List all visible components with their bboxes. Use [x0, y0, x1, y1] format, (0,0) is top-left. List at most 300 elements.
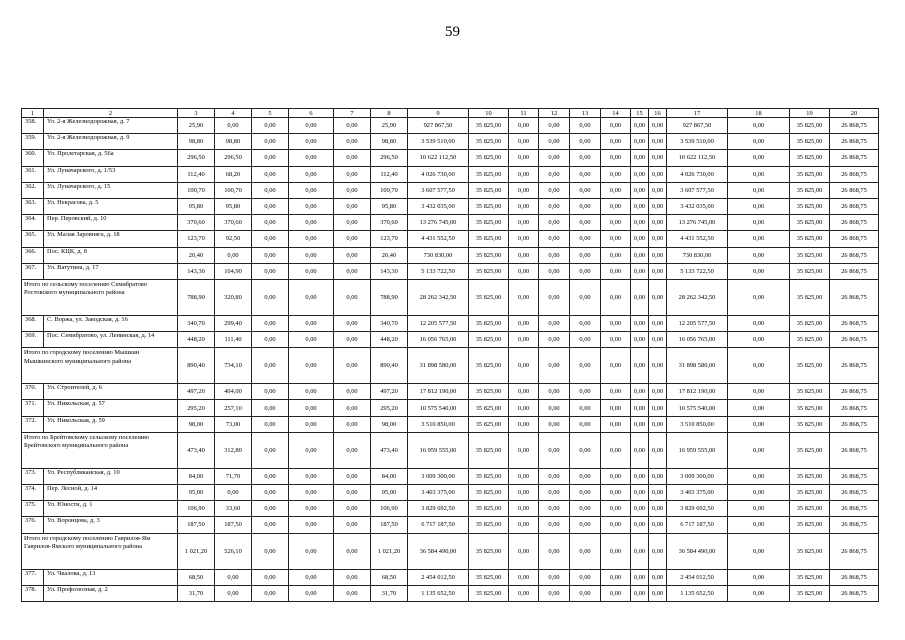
value-cell: 788,90	[178, 279, 215, 315]
value-cell: 0,00	[509, 231, 539, 247]
value-cell: 3 829 692,50	[408, 501, 469, 517]
value-cell: 0,00	[570, 569, 601, 585]
value-cell: 0,00	[539, 416, 570, 432]
value-cell: 2 454 012,50	[667, 569, 728, 585]
value-cell: 0,00	[539, 517, 570, 533]
value-cell: 0,00	[252, 247, 289, 263]
value-cell: 0,00	[334, 485, 371, 501]
value-cell: 0,00	[631, 416, 649, 432]
value-cell: 26 868,75	[830, 348, 879, 384]
value-cell: 0,00	[334, 231, 371, 247]
value-cell: 0,00	[334, 384, 371, 400]
row-number: 366.	[22, 247, 44, 263]
value-cell: 10 575 540,00	[408, 400, 469, 416]
value-cell: 26 868,75	[830, 384, 879, 400]
value-cell: 295,20	[371, 400, 408, 416]
value-cell: 26 868,75	[830, 215, 879, 231]
value-cell: 526,10	[215, 533, 252, 569]
value-cell: 35 825,00	[469, 485, 509, 501]
value-cell: 31,70	[178, 585, 215, 601]
value-cell: 0,00	[570, 182, 601, 198]
value-cell: 0,00	[601, 533, 631, 569]
value-cell: 0,00	[334, 263, 371, 279]
value-cell: 36 584 490,00	[408, 533, 469, 569]
value-cell: 100,70	[371, 182, 408, 198]
value-cell: 0,00	[252, 231, 289, 247]
value-cell: 35 825,00	[790, 585, 830, 601]
value-cell: 0,00	[334, 348, 371, 384]
value-cell: 0,00	[649, 501, 667, 517]
value-cell: 68,20	[215, 166, 252, 182]
column-header: 13	[570, 109, 601, 118]
value-cell: 0,00	[334, 400, 371, 416]
value-cell: 0,00	[539, 485, 570, 501]
value-cell: 13 276 745,00	[667, 215, 728, 231]
value-cell: 0,00	[728, 150, 790, 166]
value-cell: 0,00	[601, 118, 631, 134]
value-cell: 35 825,00	[790, 150, 830, 166]
value-cell: 98,00	[371, 416, 408, 432]
value-cell: 3 403 375,00	[408, 485, 469, 501]
value-cell: 0,00	[570, 501, 601, 517]
value-cell: 0,00	[728, 533, 790, 569]
value-cell: 35 825,00	[469, 198, 509, 214]
value-cell: 0,00	[649, 400, 667, 416]
value-cell: 0,00	[728, 400, 790, 416]
value-cell: 0,00	[570, 416, 601, 432]
table-row	[22, 501, 879, 517]
value-cell: 927 867,50	[408, 118, 469, 134]
value-cell: 0,00	[539, 569, 570, 585]
value-cell: 0,00	[570, 485, 601, 501]
table-row	[22, 231, 879, 247]
value-cell: 0,00	[570, 468, 601, 484]
value-cell: 26 868,75	[830, 263, 879, 279]
value-cell: 927 867,50	[667, 118, 728, 134]
value-cell: 35 825,00	[469, 585, 509, 601]
value-cell: 0,00	[601, 569, 631, 585]
value-cell: 35 825,00	[790, 501, 830, 517]
value-cell: 0,00	[570, 215, 601, 231]
value-cell: 31 898 580,00	[408, 348, 469, 384]
value-cell: 0,00	[570, 400, 601, 416]
value-cell: 340,70	[371, 315, 408, 331]
value-cell: 0,00	[334, 279, 371, 315]
value-cell: 35 825,00	[469, 432, 509, 468]
value-cell: 734,10	[215, 348, 252, 384]
value-cell: 257,10	[215, 400, 252, 416]
value-cell: 0,00	[509, 416, 539, 432]
table-row	[22, 585, 879, 601]
value-cell: 26 868,75	[830, 332, 879, 348]
value-cell: 296,50	[215, 150, 252, 166]
value-cell: 92,50	[215, 231, 252, 247]
value-cell: 0,00	[334, 517, 371, 533]
value-cell: 35 825,00	[469, 118, 509, 134]
value-cell: 0,00	[539, 198, 570, 214]
value-cell: 0,00	[631, 166, 649, 182]
value-cell: 0,00	[631, 118, 649, 134]
value-cell: 35 825,00	[790, 231, 830, 247]
value-cell: 0,00	[570, 231, 601, 247]
value-cell: 35 825,00	[790, 533, 830, 569]
value-cell: 35 825,00	[469, 150, 509, 166]
value-cell: 0,00	[252, 400, 289, 416]
value-cell: 0,00	[728, 134, 790, 150]
value-cell: 370,60	[215, 215, 252, 231]
value-cell: 0,00	[570, 332, 601, 348]
value-cell: 0,00	[601, 247, 631, 263]
value-cell: 0,00	[649, 485, 667, 501]
value-cell: 35 825,00	[790, 134, 830, 150]
table-row	[22, 150, 879, 166]
value-cell: 0,00	[334, 569, 371, 585]
value-cell: 0,00	[252, 215, 289, 231]
value-cell: 0,00	[539, 215, 570, 231]
value-cell: 730 830,00	[667, 247, 728, 263]
value-cell: 448,20	[371, 332, 408, 348]
value-cell: 0,00	[509, 332, 539, 348]
table-row	[22, 166, 879, 182]
value-cell: 68,50	[371, 569, 408, 585]
value-cell: 0,00	[539, 432, 570, 468]
value-cell: 35 825,00	[790, 485, 830, 501]
value-cell: 0,00	[252, 517, 289, 533]
column-header: 18	[728, 109, 790, 118]
value-cell: 26 868,75	[830, 400, 879, 416]
value-cell: 473,40	[178, 432, 215, 468]
value-cell: 3 607 577,50	[667, 182, 728, 198]
value-cell: 0,00	[570, 279, 601, 315]
value-cell: 0,00	[334, 315, 371, 331]
value-cell: 35 825,00	[790, 279, 830, 315]
value-cell: 0,00	[601, 198, 631, 214]
value-cell: 35 825,00	[469, 348, 509, 384]
value-cell: 0,00	[334, 247, 371, 263]
value-cell: 25,90	[178, 118, 215, 134]
value-cell: 35 825,00	[790, 263, 830, 279]
value-cell: 0,00	[509, 315, 539, 331]
value-cell: 0,00	[728, 247, 790, 263]
value-cell: 3 539 510,00	[408, 134, 469, 150]
value-cell: 26 868,75	[830, 247, 879, 263]
value-cell: 0,00	[728, 432, 790, 468]
value-cell: 320,80	[215, 279, 252, 315]
value-cell: 31 898 580,00	[667, 348, 728, 384]
value-cell: 0,00	[570, 150, 601, 166]
value-cell: 28 262 342,50	[667, 279, 728, 315]
value-cell: 340,70	[178, 315, 215, 331]
value-cell: 0,00	[728, 485, 790, 501]
value-cell: 0,00	[289, 348, 334, 384]
address-cell: Ул. 2-я Железнодорожная, д. 7	[44, 118, 178, 134]
value-cell: 0,00	[289, 134, 334, 150]
column-header: 17	[667, 109, 728, 118]
row-number: 371.	[22, 400, 44, 416]
value-cell: 106,90	[371, 501, 408, 517]
value-cell: 10 622 112,50	[667, 150, 728, 166]
table-row	[22, 416, 879, 432]
value-cell: 0,00	[728, 384, 790, 400]
table-row	[22, 315, 879, 331]
value-cell: 26 868,75	[830, 315, 879, 331]
value-cell: 0,00	[509, 348, 539, 384]
value-cell: 26 868,75	[830, 517, 879, 533]
value-cell: 6 717 187,50	[408, 517, 469, 533]
value-cell: 0,00	[601, 400, 631, 416]
row-number: 377.	[22, 569, 44, 585]
value-cell: 35 825,00	[469, 501, 509, 517]
value-cell: 0,00	[649, 517, 667, 533]
value-cell: 0,00	[649, 332, 667, 348]
row-number: 368.	[22, 315, 44, 331]
value-cell: 35 825,00	[790, 182, 830, 198]
value-cell: 3 009 300,00	[408, 468, 469, 484]
value-cell: 0,00	[334, 416, 371, 432]
address-cell: Ул. Луначарского, д. 15	[44, 182, 178, 198]
value-cell: 0,00	[601, 215, 631, 231]
value-cell: 0,00	[289, 432, 334, 468]
value-cell: 0,00	[289, 585, 334, 601]
value-cell: 31,70	[371, 585, 408, 601]
value-cell: 95,80	[215, 198, 252, 214]
value-cell: 1 021,20	[371, 533, 408, 569]
value-cell: 84,00	[178, 468, 215, 484]
subtotal-label: Итого по сельскому поселению Семибратово Ростовского муниципального района	[22, 279, 178, 315]
value-cell: 0,00	[334, 134, 371, 150]
row-number: 367.	[22, 263, 44, 279]
column-header: 6	[289, 109, 334, 118]
value-cell: 0,00	[539, 501, 570, 517]
value-cell: 0,00	[509, 198, 539, 214]
value-cell: 0,00	[728, 517, 790, 533]
address-cell: Пос. КЦК, д. 8	[44, 247, 178, 263]
value-cell: 0,00	[728, 315, 790, 331]
column-header: 10	[469, 109, 509, 118]
value-cell: 0,00	[252, 332, 289, 348]
value-cell: 26 868,75	[830, 432, 879, 468]
value-cell: 0,00	[334, 468, 371, 484]
value-cell: 0,00	[539, 332, 570, 348]
value-cell: 0,00	[649, 118, 667, 134]
row-number: 360.	[22, 150, 44, 166]
value-cell: 0,00	[728, 468, 790, 484]
value-cell: 0,00	[601, 517, 631, 533]
row-number: 375.	[22, 501, 44, 517]
value-cell: 0,00	[601, 279, 631, 315]
column-header: 1	[22, 109, 44, 118]
value-cell: 0,00	[631, 517, 649, 533]
value-cell: 0,00	[334, 198, 371, 214]
value-cell: 890,40	[371, 348, 408, 384]
value-cell: 0,00	[334, 166, 371, 182]
value-cell: 0,00	[509, 400, 539, 416]
value-cell: 0,00	[334, 182, 371, 198]
address-cell: Ул. Профсоюзная, д. 2	[44, 585, 178, 601]
value-cell: 0,00	[570, 315, 601, 331]
value-cell: 0,00	[631, 215, 649, 231]
value-cell: 0,00	[631, 400, 649, 416]
value-cell: 26 868,75	[830, 585, 879, 601]
value-cell: 0,00	[631, 569, 649, 585]
value-cell: 0,00	[539, 182, 570, 198]
value-cell: 4 431 552,50	[667, 231, 728, 247]
value-cell: 26 868,75	[830, 485, 879, 501]
value-cell: 98,80	[215, 134, 252, 150]
value-cell: 35 825,00	[790, 247, 830, 263]
value-cell: 17 812 190,00	[408, 384, 469, 400]
subtotal-label: Итого по Брейтовскому сельскому поселению Брейтовского муниципального района	[22, 432, 178, 468]
value-cell: 6 717 187,50	[667, 517, 728, 533]
value-cell: 0,00	[649, 134, 667, 150]
value-cell: 35 825,00	[469, 384, 509, 400]
value-cell: 0,00	[570, 533, 601, 569]
table-row	[22, 468, 879, 484]
value-cell: 0,00	[631, 332, 649, 348]
value-cell: 28 262 342,50	[408, 279, 469, 315]
value-cell: 0,00	[649, 263, 667, 279]
value-cell: 3 829 692,50	[667, 501, 728, 517]
value-cell: 0,00	[631, 501, 649, 517]
value-cell: 0,00	[509, 134, 539, 150]
value-cell: 0,00	[728, 416, 790, 432]
value-cell: 35 825,00	[469, 231, 509, 247]
value-cell: 35 825,00	[790, 315, 830, 331]
value-cell: 0,00	[601, 432, 631, 468]
value-cell: 0,00	[631, 150, 649, 166]
value-cell: 104,90	[215, 263, 252, 279]
column-header: 15	[631, 109, 649, 118]
value-cell: 0,00	[215, 485, 252, 501]
value-cell: 35 825,00	[469, 215, 509, 231]
value-cell: 0,00	[509, 247, 539, 263]
address-cell: Пер. Лесной, д. 14	[44, 485, 178, 501]
value-cell: 0,00	[570, 118, 601, 134]
value-cell: 35 825,00	[469, 279, 509, 315]
value-cell: 0,00	[252, 384, 289, 400]
value-cell: 1 021,20	[178, 533, 215, 569]
table-row	[22, 198, 879, 214]
value-cell: 0,00	[289, 517, 334, 533]
value-cell: 0,00	[539, 400, 570, 416]
value-cell: 13 276 745,00	[408, 215, 469, 231]
value-cell: 0,00	[631, 485, 649, 501]
value-cell: 0,00	[334, 215, 371, 231]
value-cell: 0,00	[509, 215, 539, 231]
value-cell: 0,00	[601, 182, 631, 198]
value-cell: 0,00	[631, 279, 649, 315]
value-cell: 0,00	[631, 384, 649, 400]
value-cell: 0,00	[601, 485, 631, 501]
address-cell: Ул. Чкалова, д. 13	[44, 569, 178, 585]
table-row	[22, 332, 879, 348]
address-cell: Ул. Малая Заровняга, д. 18	[44, 231, 178, 247]
value-cell: 0,00	[631, 533, 649, 569]
value-cell: 0,00	[601, 416, 631, 432]
value-cell: 12 205 577,50	[408, 315, 469, 331]
value-cell: 0,00	[649, 585, 667, 601]
subtotal-row	[22, 279, 879, 315]
subtotal-label: Итого по городскому поселению Гаврилов-Ям Гаврилов-Ямского муниципального района	[22, 533, 178, 569]
value-cell: 84,00	[371, 468, 408, 484]
value-cell: 0,00	[252, 198, 289, 214]
value-cell: 35 825,00	[469, 134, 509, 150]
value-cell: 0,00	[631, 348, 649, 384]
value-cell: 0,00	[601, 134, 631, 150]
subtotal-row	[22, 348, 879, 384]
value-cell: 0,00	[728, 263, 790, 279]
value-cell: 35 825,00	[469, 468, 509, 484]
value-cell: 370,60	[178, 215, 215, 231]
value-cell: 0,00	[649, 468, 667, 484]
value-cell: 0,00	[252, 118, 289, 134]
value-cell: 35 825,00	[469, 247, 509, 263]
value-cell: 0,00	[570, 166, 601, 182]
value-cell: 0,00	[509, 569, 539, 585]
value-cell: 16 959 555,00	[408, 432, 469, 468]
value-cell: 0,00	[289, 485, 334, 501]
value-cell: 0,00	[215, 569, 252, 585]
value-cell: 36 584 490,00	[667, 533, 728, 569]
value-cell: 0,00	[539, 166, 570, 182]
value-cell: 26 868,75	[830, 468, 879, 484]
value-cell: 296,50	[178, 150, 215, 166]
value-cell: 0,00	[631, 263, 649, 279]
value-cell: 26 868,75	[830, 134, 879, 150]
address-cell: Ул. Некрасова, д. 5	[44, 198, 178, 214]
value-cell: 0,00	[601, 263, 631, 279]
value-cell: 0,00	[539, 348, 570, 384]
value-cell: 33,60	[215, 501, 252, 517]
value-cell: 0,00	[728, 348, 790, 384]
value-cell: 143,30	[178, 263, 215, 279]
value-cell: 0,00	[649, 215, 667, 231]
value-cell: 35 825,00	[469, 332, 509, 348]
value-cell: 788,90	[371, 279, 408, 315]
value-cell: 0,00	[728, 231, 790, 247]
value-cell: 0,00	[252, 485, 289, 501]
value-cell: 26 868,75	[830, 569, 879, 585]
value-cell: 100,70	[215, 182, 252, 198]
value-cell: 0,00	[649, 348, 667, 384]
value-cell: 35 825,00	[790, 416, 830, 432]
address-cell: Ул. Никольская, д. 59	[44, 416, 178, 432]
table-row	[22, 134, 879, 150]
value-cell: 0,00	[289, 315, 334, 331]
value-cell: 890,40	[178, 348, 215, 384]
value-cell: 0,00	[252, 166, 289, 182]
value-cell: 0,00	[215, 118, 252, 134]
value-cell: 0,00	[601, 384, 631, 400]
value-cell: 35 825,00	[790, 215, 830, 231]
value-cell: 4 431 552,50	[408, 231, 469, 247]
value-cell: 0,00	[649, 247, 667, 263]
value-cell: 0,00	[334, 432, 371, 468]
value-cell: 35 825,00	[469, 569, 509, 585]
address-cell: Ул. 2-я Железнодорожная, д. 9	[44, 134, 178, 150]
value-cell: 0,00	[539, 468, 570, 484]
row-number: 376.	[22, 517, 44, 533]
value-cell: 0,00	[509, 533, 539, 569]
value-cell: 95,00	[178, 485, 215, 501]
column-header: 4	[215, 109, 252, 118]
value-cell: 26 868,75	[830, 231, 879, 247]
address-cell: Пос. Семибратово, ул. Ленинская, д. 14	[44, 332, 178, 348]
value-cell: 0,00	[601, 468, 631, 484]
value-cell: 4 026 730,00	[408, 166, 469, 182]
address-cell: Ул. Воронцова, д. 3	[44, 517, 178, 533]
value-cell: 0,00	[509, 166, 539, 182]
